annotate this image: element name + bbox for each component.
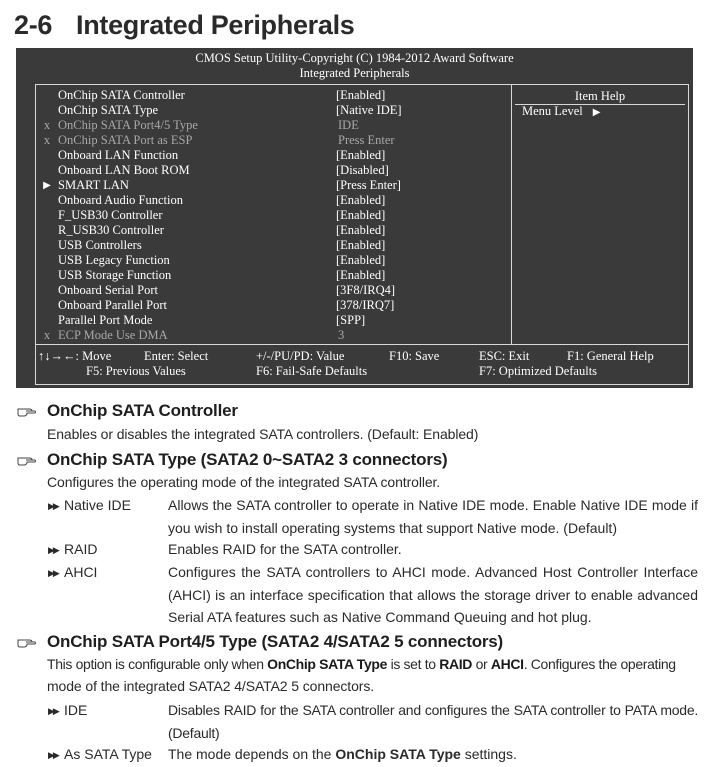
- bios-item-label: Onboard Audio Function: [58, 193, 183, 207]
- bios-item-label: USB Legacy Function: [58, 253, 170, 267]
- bios-item-value[interactable]: [Enabled]: [336, 88, 386, 102]
- bios-item-value[interactable]: [3F8/IRQ4]: [336, 283, 396, 297]
- bios-item-value[interactable]: [Enabled]: [336, 208, 386, 222]
- bios-menu-panel: [35, 84, 512, 345]
- bios-item-usb-storage[interactable]: [36, 268, 516, 283]
- bios-item-label: ECP Mode Use DMA: [58, 328, 168, 342]
- bios-item-label: Onboard Parallel Port: [58, 298, 168, 312]
- bios-item-smart-lan[interactable]: [36, 178, 516, 193]
- section-description: Configures the operating mode of the integrated SATA controller.: [47, 474, 441, 490]
- pointing-hand-icon: [17, 635, 37, 649]
- bios-item-label: USB Controllers: [58, 238, 142, 252]
- key-save: F10: Save: [389, 349, 440, 363]
- bios-item-value[interactable]: [Enabled]: [336, 193, 386, 207]
- bios-item-onchip-sata-controller[interactable]: [36, 88, 516, 103]
- bios-item-label: SMART LAN: [58, 178, 129, 192]
- bios-item-label: USB Storage Function: [58, 268, 172, 282]
- bios-item-ecp-dma: [36, 328, 516, 343]
- option-raid: ▶▶ RAID: [48, 541, 98, 557]
- double-arrow-icon: ▶▶: [48, 545, 58, 555]
- section-title-text: OnChip SATA Type (SATA2 0~SATA2 3 connectors): [47, 450, 448, 469]
- bios-screen: [16, 48, 693, 388]
- section-number: 2-6: [14, 10, 53, 40]
- section-title-text: OnChip SATA Controller: [47, 401, 238, 420]
- bios-item-value[interactable]: [Disabled]: [336, 163, 389, 177]
- option-description: Configures the SATA controllers to AHCI mode. Advanced Host Controller Interface (AHCI) is an interface specification that allows the storage driver to enable advanced Serial ATA features such as Native Command Queuing and hot plug.: [168, 564, 698, 625]
- bios-item-lan-boot-rom[interactable]: [36, 163, 516, 178]
- submenu-arrow-icon: ▶: [43, 180, 51, 191]
- bios-item-serial-port[interactable]: [36, 283, 516, 298]
- bios-item-label: Onboard LAN Boot ROM: [58, 163, 190, 177]
- bios-item-parallel-port[interactable]: [36, 298, 516, 313]
- key-general-help: F1: General Help: [567, 349, 654, 363]
- bios-item-f-usb30[interactable]: [36, 208, 516, 223]
- bios-item-label: Onboard Serial Port: [58, 283, 158, 297]
- bios-item-value[interactable]: [Enabled]: [336, 268, 386, 282]
- bios-item-onboard-lan-function[interactable]: [36, 148, 516, 163]
- bios-item-label: OnChip SATA Port as ESP: [58, 133, 193, 147]
- bios-item-value[interactable]: [Press Enter]: [336, 178, 401, 192]
- menu-level: Menu Level ▶: [522, 104, 601, 118]
- disabled-mark: x: [43, 118, 51, 132]
- key-optimized-defaults: F7: Optimized Defaults: [479, 364, 598, 378]
- bios-item-value: Press Enter: [338, 133, 395, 147]
- bios-item-sata-port-esp: [36, 133, 516, 148]
- option-ahci: ▶▶ AHCI: [48, 564, 98, 580]
- option-native-ide: ▶▶ Native IDE: [48, 497, 131, 513]
- bios-item-label: OnChip SATA Controller: [58, 88, 185, 102]
- double-arrow-icon: ▶▶: [48, 501, 58, 511]
- bios-item-label: OnChip SATA Port4/5 Type: [58, 118, 198, 132]
- bios-item-sata-port45-type: [36, 118, 516, 133]
- section-description-line2: mode of the integrated SATA2 4/SATA2 5 connectors.: [47, 678, 375, 694]
- bios-item-value[interactable]: [Native IDE]: [336, 103, 402, 117]
- page-heading: [14, 10, 355, 44]
- disabled-mark: x: [43, 328, 51, 342]
- section-title-text: OnChip SATA Port4/5 Type (SATA2 4/SATA2 5 connectors): [47, 632, 504, 651]
- bios-item-onchip-sata-type[interactable]: [36, 103, 516, 118]
- key-value: +/-/PU/PD: Value: [256, 349, 345, 363]
- option-ide: ▶▶ IDE: [48, 702, 88, 718]
- option-description: Disables RAID for the SATA controller and configures the SATA controller to PATA mode. (Default): [168, 702, 698, 741]
- bios-item-label: Parallel Port Mode: [58, 313, 153, 327]
- bios-item-label: Onboard LAN Function: [58, 148, 179, 162]
- key-failsafe-defaults: F6: Fail-Safe Defaults: [256, 364, 368, 378]
- option-description: The mode depends on the OnChip SATA Type settings.: [168, 746, 517, 762]
- disabled-mark: x: [43, 133, 51, 147]
- bios-item-value[interactable]: [Enabled]: [336, 253, 386, 267]
- bios-item-parallel-port-mode[interactable]: [36, 313, 516, 328]
- bios-item-value[interactable]: [Enabled]: [336, 238, 386, 252]
- bios-title: CMOS Setup Utility-Copyright (C) 1984-2012 Award Software: [195, 51, 514, 65]
- bios-item-usb-controllers[interactable]: [36, 238, 516, 253]
- key-exit: ESC: Exit: [479, 349, 530, 363]
- option-as-sata-type: ▶▶ As SATA Type: [48, 746, 152, 762]
- item-help-panel: [511, 84, 689, 345]
- key-select: Enter: Select: [144, 349, 209, 363]
- bios-item-label: F_USB30 Controller: [58, 208, 163, 222]
- bios-item-onboard-audio[interactable]: [36, 193, 516, 208]
- bios-item-value: 3: [338, 328, 345, 342]
- bios-item-label: OnChip SATA Type: [58, 103, 158, 117]
- bios-item-value[interactable]: [378/IRQ7]: [336, 298, 395, 312]
- section-description: Enables or disables the integrated SATA controllers. (Default: Enabled): [47, 426, 479, 442]
- pointing-hand-icon: [17, 453, 37, 467]
- bios-item-value: IDE: [338, 118, 359, 132]
- bios-item-value[interactable]: [Enabled]: [336, 148, 386, 162]
- pointing-hand-icon: [17, 404, 37, 418]
- bios-item-label: R_USB30 Controller: [58, 223, 164, 237]
- bios-item-r-usb30[interactable]: [36, 223, 516, 238]
- key-previous-values: F5: Previous Values: [86, 364, 186, 378]
- double-arrow-icon: ▶▶: [48, 706, 58, 716]
- item-help-title: Item Help: [574, 89, 626, 103]
- section-title: Integrated Peripherals: [76, 10, 355, 40]
- key-move: ↑↓→←: Move: [38, 349, 112, 363]
- menu-level-arrow-icon: ▶: [592, 107, 601, 118]
- double-arrow-icon: ▶▶: [48, 750, 58, 760]
- section-description: This option is configurable only when OnChip SATA Type is set to RAID or AHCI. Configures the operating: [47, 656, 676, 672]
- bios-subtitle: Integrated Peripherals: [299, 66, 410, 80]
- bios-item-value[interactable]: [Enabled]: [336, 223, 386, 237]
- bios-item-value[interactable]: [SPP]: [336, 313, 366, 327]
- option-description: Allows the SATA controller to operate in Native IDE mode. Enable Native IDE mode if you wish to install operating systems that support Native mode. (Default): [168, 497, 698, 536]
- option-description: Enables RAID for the SATA controller.: [168, 541, 402, 557]
- bios-item-usb-legacy[interactable]: [36, 253, 516, 268]
- key-legend: [35, 344, 689, 385]
- double-arrow-icon: ▶▶: [48, 568, 58, 578]
